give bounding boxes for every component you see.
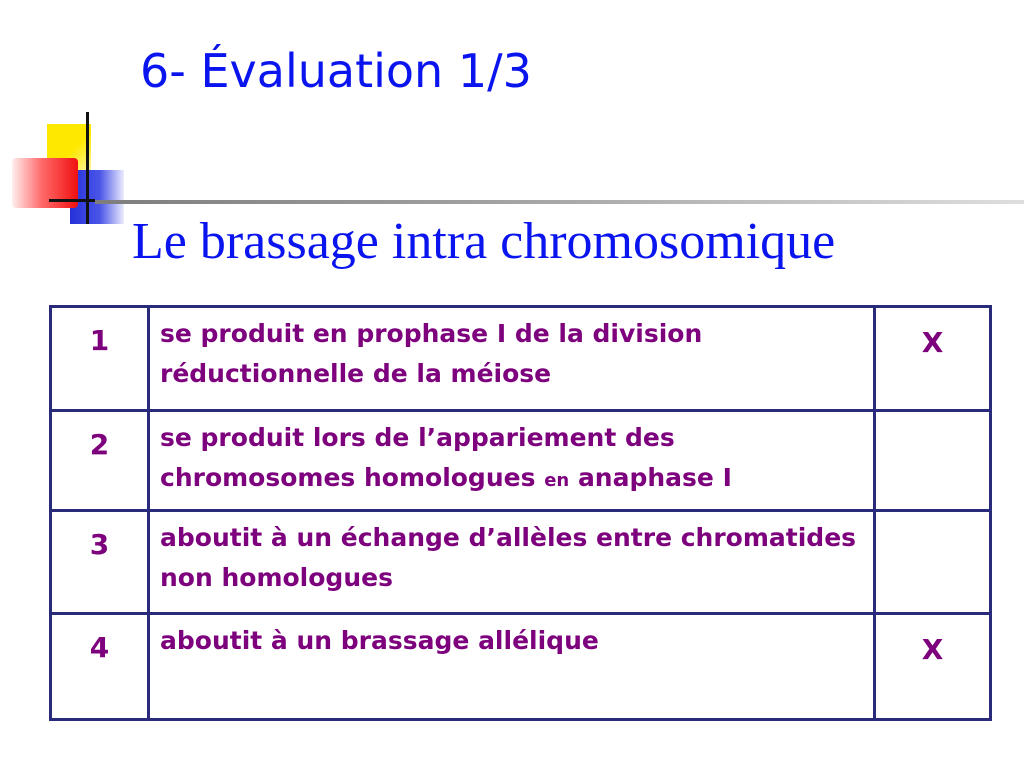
answer-mark xyxy=(875,511,991,614)
row-number: 4 xyxy=(51,614,149,720)
row-number: 3 xyxy=(51,511,149,614)
answer-mark: X xyxy=(875,614,991,720)
title-divider xyxy=(95,200,1024,204)
slide-logo-decoration xyxy=(0,100,140,230)
row-number: 1 xyxy=(51,307,149,411)
statement-cell xyxy=(149,614,875,720)
statement-text: se produit en prophase I de la division réductionnelle de la méiose xyxy=(160,319,703,388)
statement-cell xyxy=(149,511,875,614)
blue-square-decoration xyxy=(70,170,124,224)
answer-mark: X xyxy=(875,307,991,411)
horizontal-line-decoration xyxy=(49,199,95,202)
statement-text: aboutit à un brassage allélique xyxy=(160,626,599,655)
answer-mark xyxy=(875,411,991,511)
row-number: 2 xyxy=(51,411,149,511)
statement-text: aboutit à un échange d’allèles entre chromatides non homologues xyxy=(160,523,857,592)
statement-text-continued: anaphase I xyxy=(577,463,732,492)
table-row xyxy=(51,307,991,411)
statement-cell xyxy=(149,307,875,411)
evaluation-table xyxy=(49,305,992,721)
table-row xyxy=(51,411,991,511)
vertical-line-decoration xyxy=(86,112,89,224)
slide-title: 6- Évaluation 1/3 xyxy=(140,44,532,98)
statement-text: se produit lors de l’appariement des chromosomes homologues xyxy=(160,423,675,492)
slide-subtitle: Le brassage intra chromosomique xyxy=(132,213,836,270)
statement-cell xyxy=(149,411,875,511)
table-row xyxy=(51,511,991,614)
statement-small-text: en xyxy=(544,470,570,491)
table-row xyxy=(51,614,991,720)
